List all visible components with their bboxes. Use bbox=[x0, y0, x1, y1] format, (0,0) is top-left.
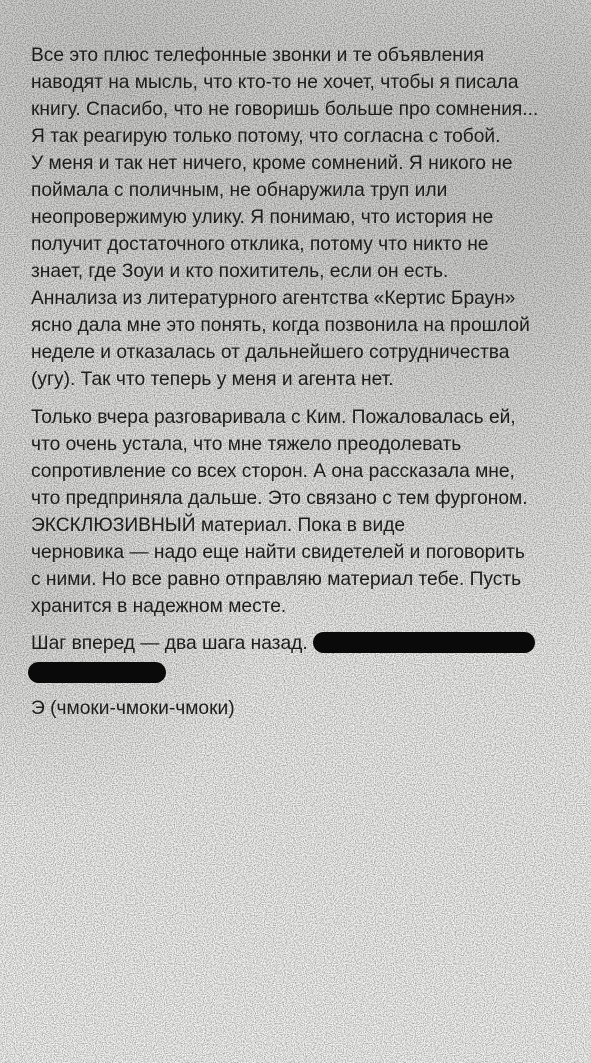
text-line: сопротивление со всех сторон. А она рассказала мне, bbox=[31, 461, 515, 482]
text-line: наводят на мысль, что кто-то не хочет, чтобы я писала bbox=[31, 72, 519, 93]
text-line: поймала с поличным, не обнаружила труп или bbox=[31, 180, 448, 201]
text-line: что очень устала, что мне тяжело преодолевать bbox=[31, 434, 462, 455]
text-line: получит достаточного отклика, потому что никто не bbox=[31, 234, 489, 255]
letter-body bbox=[31, 42, 591, 722]
text-line: знает, где Зоуи и кто похититель, если он есть. bbox=[31, 261, 449, 282]
signoff-text: Э (чмоки-чмоки-чмоки) bbox=[31, 698, 235, 719]
text-line: (угу). Так что теперь у меня и агента нет. bbox=[31, 369, 394, 390]
text-line: Только вчера разговаривала с Ким. Пожаловалась ей, bbox=[31, 407, 516, 428]
paragraph-spacer bbox=[31, 393, 591, 404]
text-line: с ними. Но все равно отправляю материал тебе. Пусть bbox=[31, 569, 522, 590]
paragraph-spacer bbox=[31, 620, 591, 630]
redaction-bar bbox=[313, 632, 535, 653]
letter-signoff bbox=[31, 695, 591, 722]
text-line: черновика — надо еще найти свидетелей и поговорить bbox=[31, 542, 525, 563]
text-line: Я так реагирую только потому, что согласна с тобой. bbox=[31, 126, 501, 147]
text-line: Все это плюс телефонные звонки и те объявления bbox=[31, 45, 484, 66]
redacted-line bbox=[31, 657, 591, 684]
redaction-bar bbox=[28, 662, 166, 683]
text-line: неопровержимую улику. Я понимаю, что история не bbox=[31, 207, 494, 228]
text-line: ясно дала мне это понять, когда позвонила на прошлой bbox=[31, 315, 530, 336]
text-line: что предприняла дальше. Это связано с тем фургоном. bbox=[31, 488, 528, 509]
text-line-with-redaction bbox=[31, 630, 591, 657]
text-line: Аннализа из литературного агентства «Кертис Браун» bbox=[31, 288, 516, 309]
paragraph-spacer bbox=[31, 684, 591, 695]
letter-paragraph-2 bbox=[31, 404, 591, 620]
text-line: книгу. Спасибо, что не говоришь больше про сомнения... bbox=[31, 99, 539, 120]
text-line: У меня и так нет ничего, кроме сомнений. Я никого не bbox=[31, 153, 513, 174]
letter-paragraph-1 bbox=[31, 42, 591, 393]
text-line: ЭКСКЛЮЗИВНЫЙ материал. Пока в виде bbox=[31, 515, 406, 536]
text-line: хранится в надежном месте. bbox=[31, 596, 287, 617]
text-fragment: Шаг вперед — два шага назад. bbox=[31, 633, 308, 654]
text-line: неделе и отказалась от дальнейшего сотрудничества bbox=[31, 342, 510, 363]
letter-paragraph-3 bbox=[31, 630, 591, 684]
